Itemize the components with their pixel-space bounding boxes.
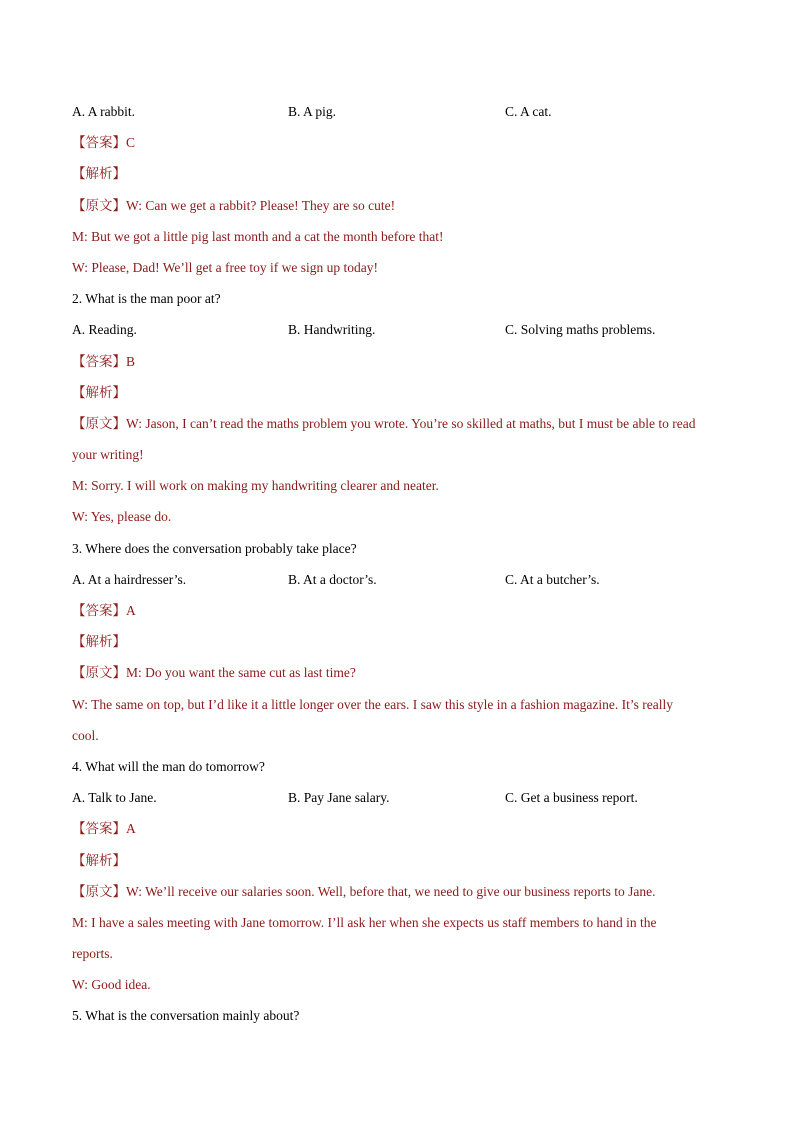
q4-answer — [72, 817, 732, 848]
q1-transcript-line-3: W: Please, Dad! We’ll get a free toy if we sign up today! — [72, 259, 378, 275]
q2-option-c: C. Solving maths problems. — [505, 322, 656, 338]
q1-analysis — [72, 162, 732, 193]
q2-transcript-line-2: your writing! — [72, 447, 144, 463]
q4-option-c: C. Get a business report. — [505, 790, 638, 806]
answer-tag: 【答案】 — [72, 353, 126, 369]
q2-option-b: B. Handwriting. — [288, 322, 376, 338]
q2-answer — [72, 350, 732, 381]
q1-options — [72, 100, 732, 131]
analysis-tag: 【解析】 — [72, 166, 126, 182]
q4-option-b: B. Pay Jane salary. — [288, 790, 390, 806]
answer-tag: 【答案】 — [72, 821, 126, 837]
q4-options — [72, 786, 732, 817]
q4-transcript-line-1 — [72, 880, 732, 911]
q4-transcript-line-3: reports. — [72, 946, 113, 962]
q4-option-a: A. Talk to Jane. — [72, 790, 157, 806]
q1-option-a: A. A rabbit. — [72, 104, 135, 119]
transcript-text: W: We’ll receive our salaries soon. Well, before that, we need to give our business reports to Jane. — [126, 883, 656, 899]
document-page — [72, 100, 732, 1036]
transcript-tag: 【原文】 — [72, 415, 126, 431]
q1-transcript-line-2: M: But we got a little pig last month and a cat the month before that! — [72, 228, 444, 244]
answer-value: A — [126, 821, 136, 837]
transcript-text: W: Can we get a rabbit? Please! They are so cute! — [126, 197, 396, 213]
answer-value: C — [126, 135, 136, 151]
answer-value: A — [126, 603, 136, 618]
q3-answer — [72, 599, 732, 630]
q4-transcript-line-2: M: I have a sales meeting with Jane tomorrow. I’ll ask her when she expects us staff members to hand in the — [72, 914, 657, 930]
q4-question: 4. What will the man do tomorrow? — [72, 758, 265, 774]
q3-question: 3. Where does the conversation probably take place? — [72, 540, 357, 556]
q2-question: 2. What is the man poor at? — [72, 291, 221, 307]
transcript-tag: 【原文】 — [72, 665, 126, 681]
q4-analysis — [72, 849, 732, 880]
answer-tag: 【答案】 — [72, 603, 126, 618]
q2-options — [72, 318, 732, 349]
answer-tag: 【答案】 — [72, 135, 126, 151]
analysis-tag: 【解析】 — [72, 384, 126, 400]
analysis-tag: 【解析】 — [72, 852, 126, 868]
q5-question: 5. What is the conversation mainly about? — [72, 1008, 300, 1024]
q2-transcript-line-3: M: Sorry. I will work on making my handwriting clearer and neater. — [72, 478, 439, 494]
transcript-tag: 【原文】 — [72, 197, 126, 213]
transcript-text: W: Jason, I can’t read the maths problem you wrote. You’re so skilled at maths, but I must be able to read — [126, 415, 696, 431]
q2-option-a: A. Reading. — [72, 322, 137, 338]
q2-transcript-line-4: W: Yes, please do. — [72, 509, 172, 525]
q1-answer — [72, 131, 732, 162]
q2-analysis — [72, 381, 732, 412]
q1-option-b: B. A pig. — [288, 104, 337, 119]
analysis-tag: 【解析】 — [72, 634, 126, 650]
q3-option-b: B. At a doctor’s. — [288, 571, 377, 587]
q3-options — [72, 568, 732, 599]
q3-transcript-line-1 — [72, 661, 732, 692]
q1-transcript-line-1 — [72, 194, 732, 225]
q3-transcript-line-3: cool. — [72, 727, 99, 743]
q3-transcript-line-2: W: The same on top, but I’d like it a little longer over the ears. I saw this style in a fashion magazine. It’s really — [72, 696, 673, 712]
q1-option-c: C. A cat. — [505, 104, 552, 119]
q4-transcript-line-4: W: Good idea. — [72, 977, 151, 993]
transcript-text: M: Do you want the same cut as last time? — [126, 665, 356, 681]
q3-option-c: C. At a butcher’s. — [505, 571, 600, 587]
q3-analysis — [72, 630, 732, 661]
transcript-tag: 【原文】 — [72, 883, 126, 899]
q2-transcript-line-1 — [72, 412, 732, 443]
q3-option-a: A. At a hairdresser’s. — [72, 571, 187, 587]
answer-value: B — [126, 353, 136, 369]
